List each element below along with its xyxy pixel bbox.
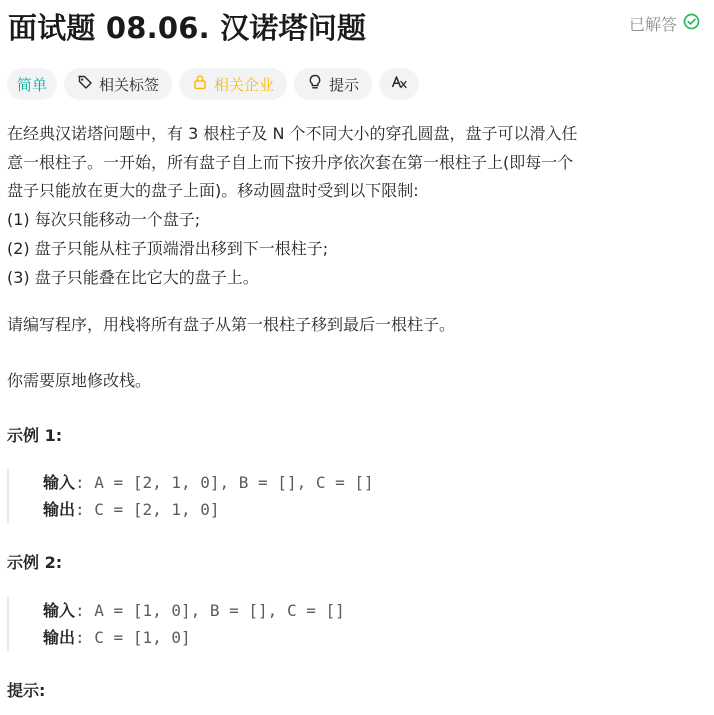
description-line: (1) 每次只能移动一个盘子; — [7, 210, 201, 230]
problem-description — [7, 120, 707, 706]
related-companies-label: 相关企业 — [214, 75, 275, 94]
hints-title: 提示: — [7, 681, 46, 701]
output-value: : C = [2, 1, 0] — [75, 500, 220, 520]
tag-icon — [77, 74, 93, 94]
tag-bar — [7, 68, 419, 100]
note-text: 你需要原地修改栈。 — [7, 370, 152, 390]
example-2-title: 示例 2: — [7, 553, 63, 573]
problem-title: 面试题 08.06. 汉诺塔问题 — [8, 11, 367, 45]
example-1-output — [43, 496, 707, 523]
example-1-block — [7, 469, 707, 523]
task-text: 请编写程序，用栈将所有盘子从第一根柱子移到最后一根柱子。 — [7, 315, 456, 335]
output-value: : C = [1, 0] — [75, 628, 191, 648]
lightbulb-icon — [307, 74, 323, 94]
description-line: 在经典汉诺塔问题中，有 3 根柱子及 N 个不同大小的穿孔圆盘，盘子可以滑入任 — [7, 124, 578, 143]
input-label: 输入 — [43, 473, 76, 493]
difficulty-badge[interactable] — [7, 68, 57, 100]
solved-label: 已解答 — [628, 15, 677, 34]
related-topics-label: 相关标签 — [99, 75, 160, 94]
example-1-input — [43, 469, 707, 496]
input-label: 输入 — [43, 601, 76, 621]
description-line: (2) 盘子只能从柱子顶端滑出移到下一根柱子; — [7, 238, 329, 258]
hint-label: 提示 — [329, 75, 360, 94]
related-companies-button[interactable] — [179, 68, 287, 100]
translate-icon — [391, 74, 407, 94]
check-circle-icon — [683, 13, 700, 34]
description-line: 盘子只能放在更大的盘子上面)。移动圆盘时受到以下限制: — [7, 181, 419, 201]
example-1-title: 示例 1: — [7, 425, 63, 445]
output-label: 输出 — [43, 628, 76, 648]
difficulty-label: 简单 — [17, 75, 48, 94]
input-value: : A = [1, 0], B = [], C = [] — [75, 601, 345, 621]
hint-button[interactable] — [294, 68, 372, 100]
description-line: 意一根柱子。一开始，所有盘子自上而下按升序依次套在第一根柱子上(即每一个 — [7, 152, 574, 172]
solved-status — [629, 12, 700, 35]
description-line: (3) 盘子只能叠在比它大的盘子上。 — [7, 267, 259, 287]
translate-button[interactable] — [379, 68, 419, 100]
example-2-output — [43, 624, 707, 651]
example-2-input — [43, 597, 707, 624]
related-topics-button[interactable] — [64, 68, 172, 100]
example-2-block — [7, 597, 707, 651]
input-value: : A = [2, 1, 0], B = [], C = [] — [75, 473, 374, 493]
output-label: 输出 — [43, 500, 76, 520]
lock-icon — [192, 74, 208, 94]
